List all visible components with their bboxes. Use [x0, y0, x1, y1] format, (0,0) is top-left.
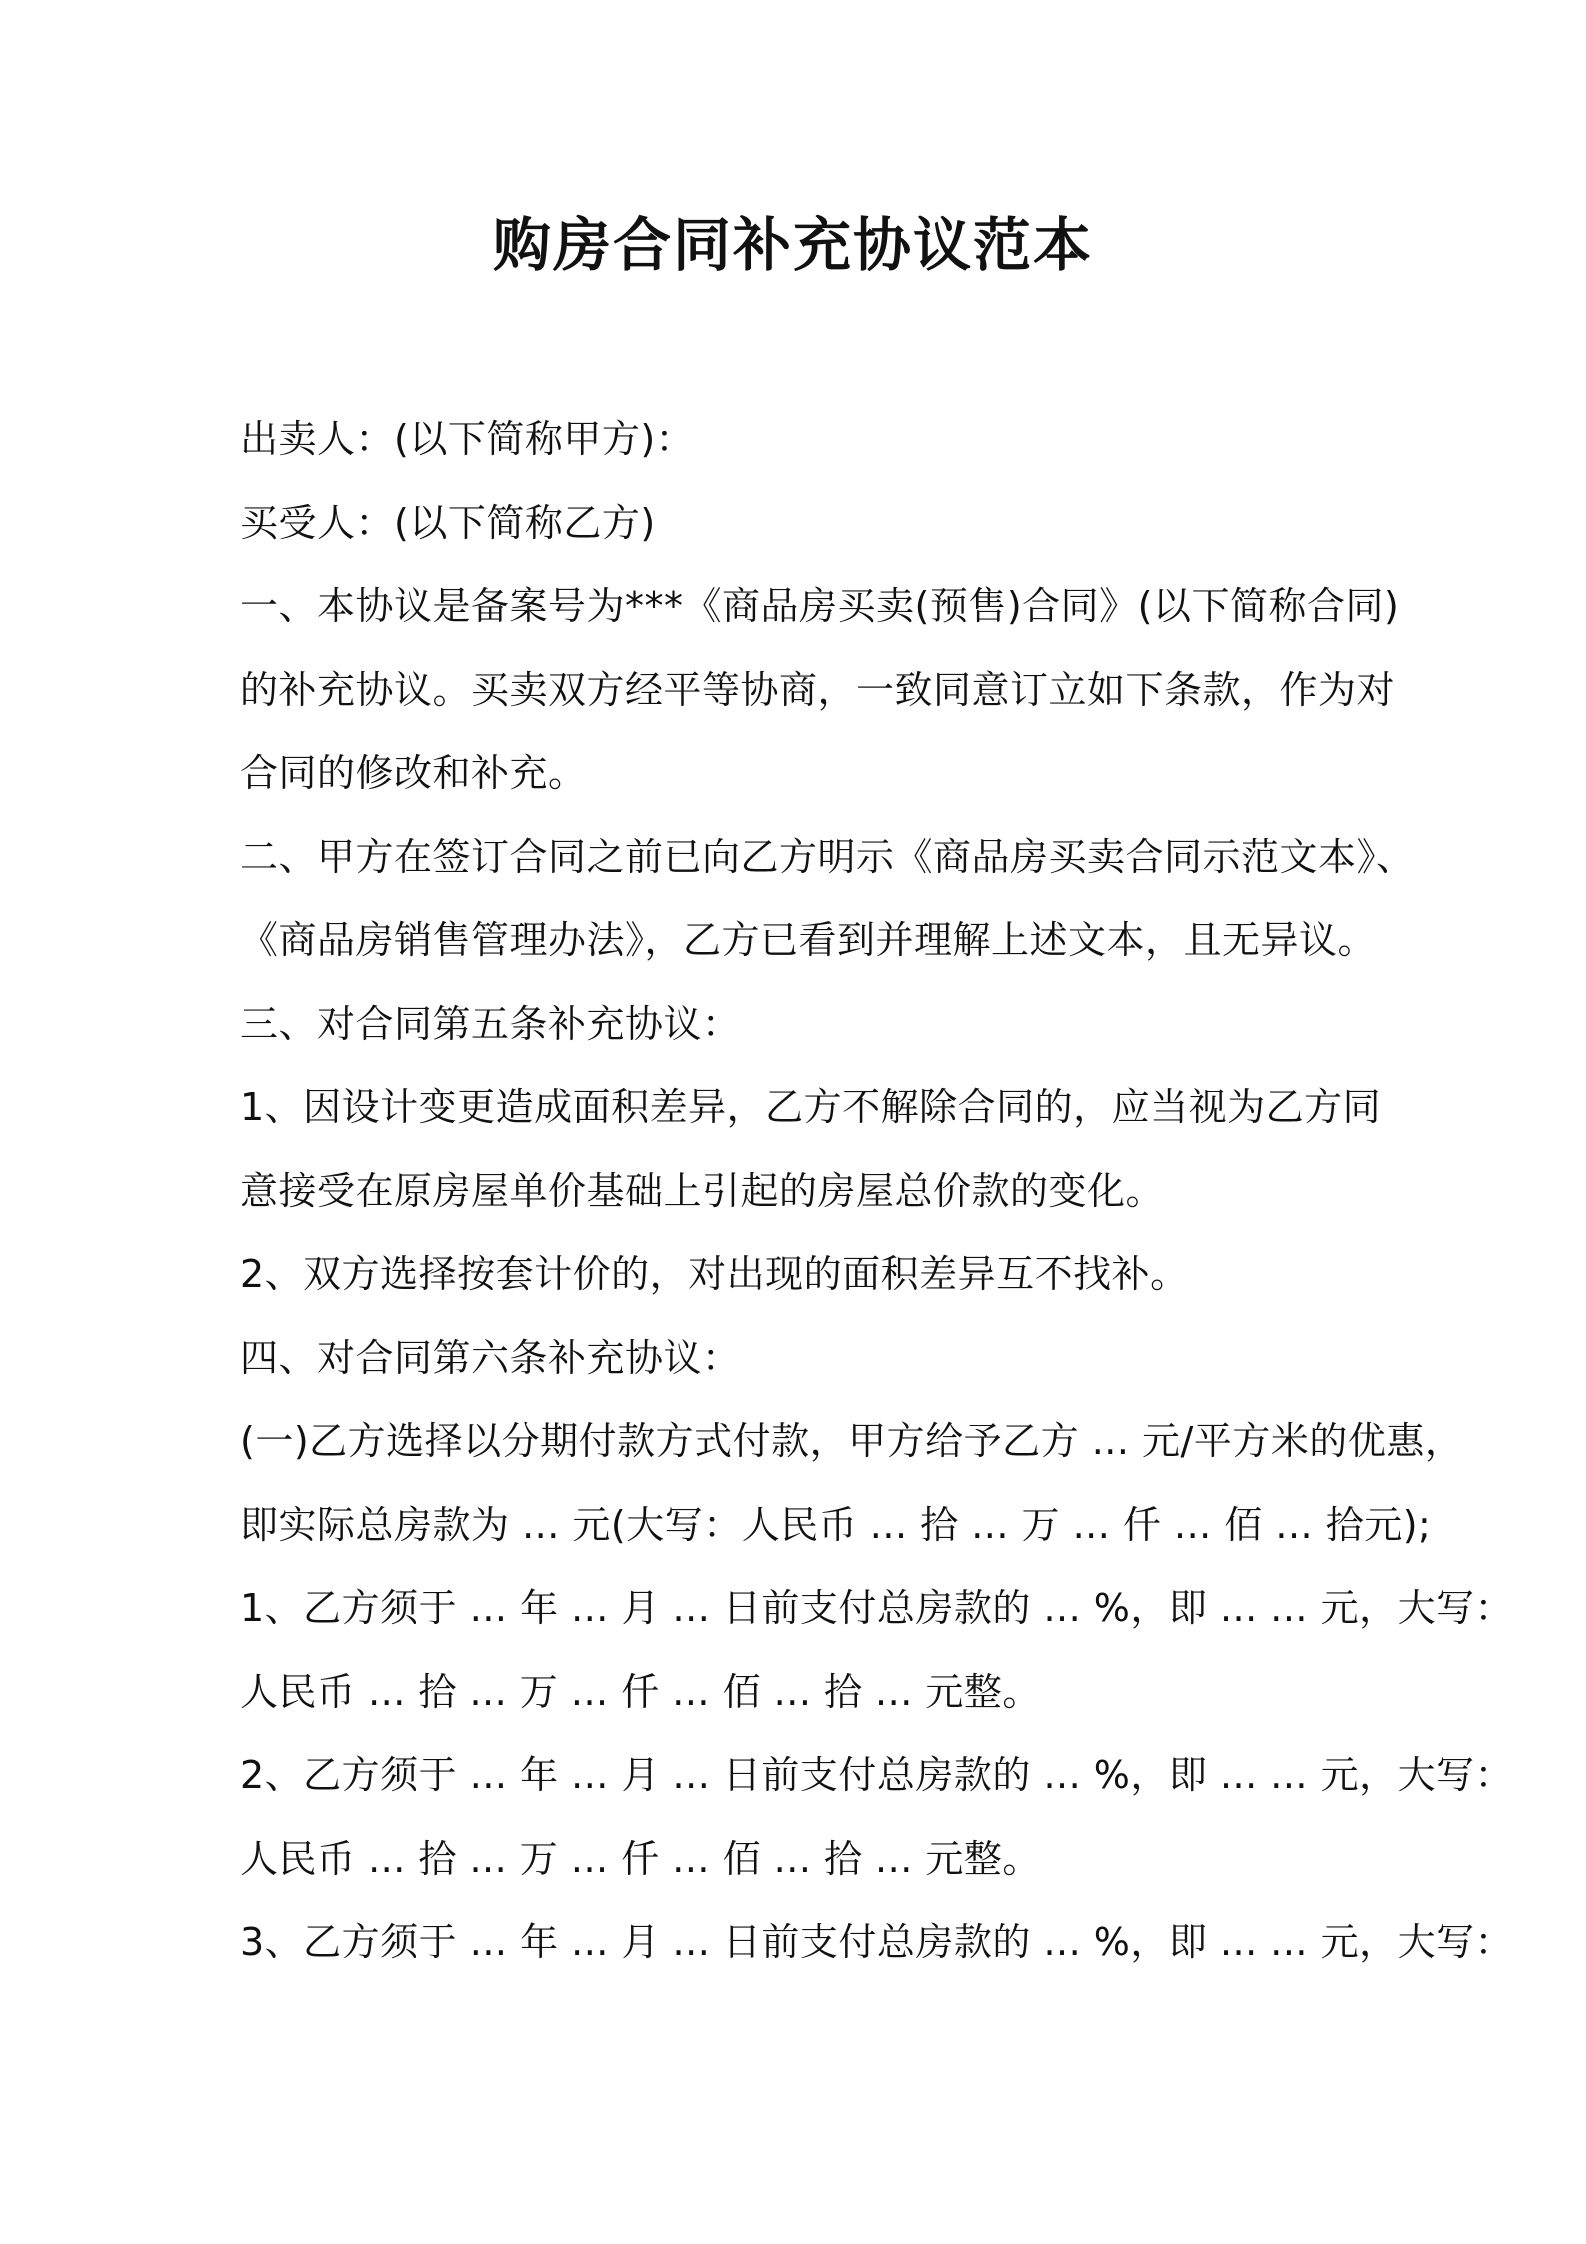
paragraph-line: 二、甲方在签订合同之前已向乙方明示《商品房买卖合同示范文本》、: [240, 834, 1415, 879]
section-heading: 四、对合同第六条补充协议：: [240, 1335, 741, 1380]
paragraph-line: 《商品房销售管理办法》，乙方已看到并理解上述文本，且无异议。: [240, 918, 1377, 962]
paragraph-line: 的补充协议。买卖双方经平等协商，一致同意订立如下条款，作为对: [240, 667, 1396, 712]
paragraph-line: 1、乙方须于 ... 年 ... 月 ... 日前支付总房款的 ... %，即 ... ... 元，大写：: [240, 1586, 1514, 1630]
paragraph-line: 2、双方选择按套计价的，对出现的面积差异互不找补。: [240, 1252, 1189, 1296]
paragraph-line: (一)乙方选择以分期付款方式付款，甲方给予乙方 ... 元/平方米的优惠，: [240, 1419, 1464, 1463]
paragraph-line: 一、本协议是备案号为***《商品房买卖(预售)合同》(以下简称合同): [240, 584, 1400, 628]
document-title: 购房合同补充协议范本: [492, 211, 1093, 279]
buyer-line: 买受人：(以下简称乙方): [240, 500, 656, 545]
paragraph-line: 人民币 ... 拾 ... 万 ... 仟 ... 佰 ... 拾 ... 元整。: [240, 1836, 1041, 1881]
paragraph-line: 3、乙方须于 ... 年 ... 月 ... 日前支付总房款的 ... %，即 ... ... 元，大写：: [240, 1920, 1514, 1964]
paragraph-line: 合同的修改和补充。: [240, 751, 587, 795]
seller-line: 出卖人：(以下简称甲方)：: [240, 417, 695, 461]
section-heading: 三、对合同第五条补充协议：: [240, 1001, 741, 1046]
paragraph-line: 即实际总房款为 ... 元(大写：人民币 ... 拾 ... 万 ... 仟 ... 佰 ... 拾元);: [240, 1502, 1432, 1547]
paragraph-line: 1、因设计变更造成面积差异，乙方不解除合同的，应当视为乙方同: [240, 1085, 1382, 1129]
document-body: [240, 398, 1514, 1985]
paragraph-line: 人民币 ... 拾 ... 万 ... 仟 ... 佰 ... 拾 ... 元整。: [240, 1669, 1041, 1714]
paragraph-line: 2、乙方须于 ... 年 ... 月 ... 日前支付总房款的 ... %，即 ... ... 元，大写：: [240, 1753, 1514, 1797]
paragraph-line: 意接受在原房屋单价基础上引起的房屋总价款的变化。: [240, 1168, 1165, 1213]
